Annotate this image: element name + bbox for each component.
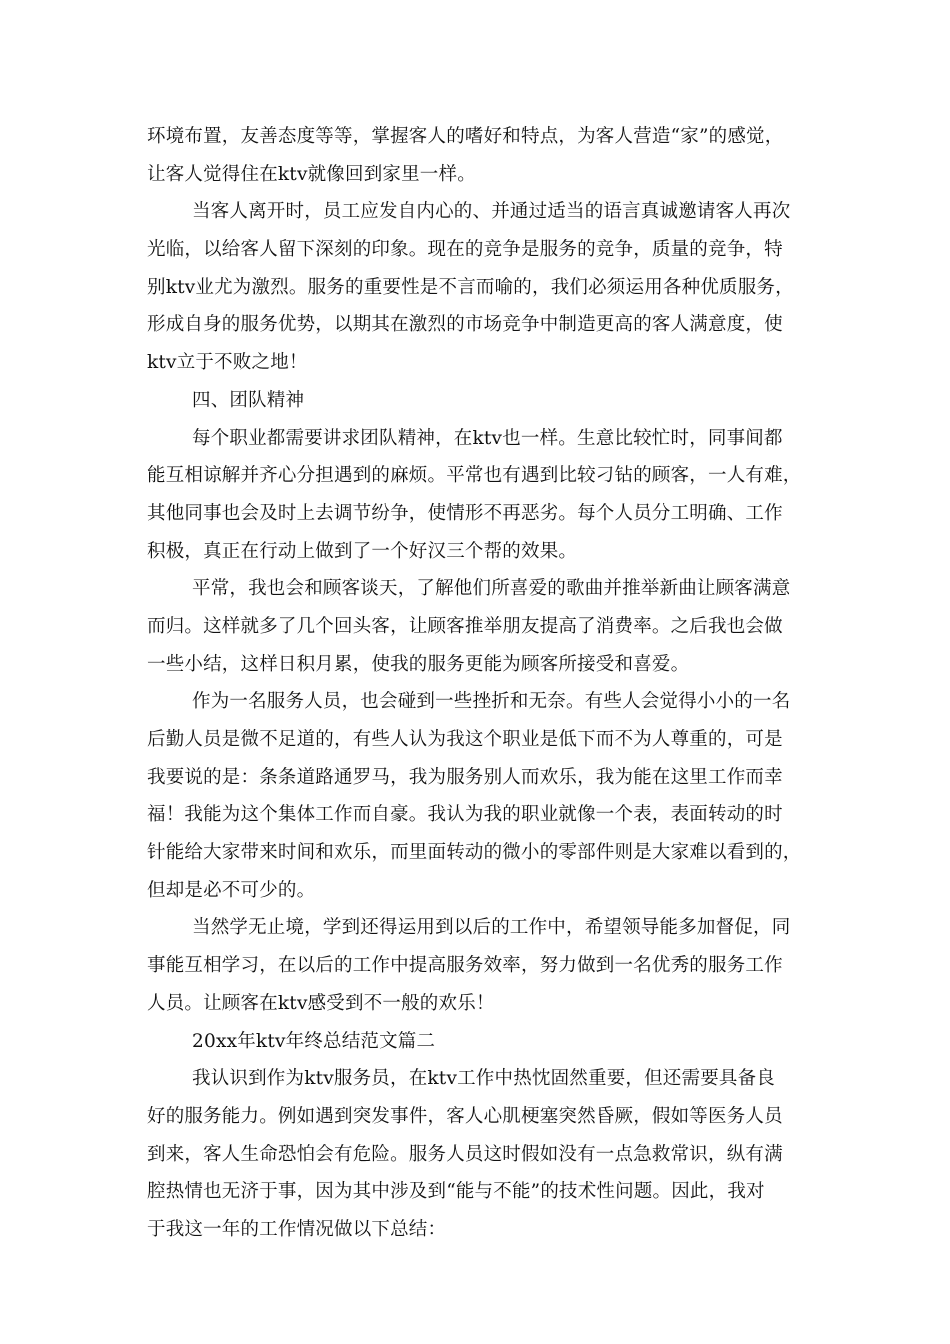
text-line: 当然学无止境，学到还得运用到以后的工作中，希望领导能多加督促，同 — [192, 917, 791, 939]
text-line: 平常，我也会和顾客谈天，了解他们所喜爱的歌曲并推举新曲让顾客满意 — [192, 578, 791, 600]
text-line: 事能互相学习，在以后的工作中提高服务效率，努力做到一名优秀的服务工作 — [147, 955, 783, 977]
text-line: 作为一名服务人员，也会碰到一些挫折和无奈。有些人会觉得小小的一名 — [192, 691, 791, 713]
text-line: 福！我能为这个集体工作而自豪。我认为我的职业就像一个表，表面转动的时 — [147, 804, 783, 826]
text-line: 让客人觉得住在ktv就像回到家里一样。 — [147, 163, 476, 185]
article-title: 20xx年ktv年终总结范文篇二 — [192, 1030, 436, 1052]
section-heading: 四、团队精神 — [192, 389, 305, 411]
text-line: 人员。让顾客在ktv感受到不一般的欢乐！ — [147, 992, 495, 1014]
text-line: 于我这一年的工作情况做以下总结： — [147, 1218, 447, 1240]
text-line: 形成自身的服务优势，以期其在激烈的市场竞争中制造更高的客人满意度，使 — [147, 314, 783, 336]
text-line: 我要说的是：条条道路通罗马，我为服务别人而欢乐，我为能在这里工作而幸 — [147, 766, 783, 788]
text-line: ktv立于不败之地！ — [147, 352, 308, 374]
document-body — [147, 118, 807, 1249]
text-line: 积极，真正在行动上做到了一个好汉三个帮的效果。 — [147, 540, 578, 562]
text-line: 但却是必不可少的。 — [147, 879, 316, 901]
text-line: 其他同事也会及时上去调节纷争，使情形不再恶劣。每个人员分工明确、工作 — [147, 502, 783, 524]
text-line: 别ktv业尤为激烈。服务的重要性是不言而喻的，我们必须运用各种优质服务， — [147, 276, 794, 298]
text-line: 一些小结，这样日积月累，使我的服务更能为顾客所接受和喜爱。 — [147, 653, 690, 675]
text-line: 当客人离开时，员工应发自内心的、并通过适当的语言真诚邀请客人再次 — [192, 201, 791, 223]
text-line: 能互相谅解并齐心分担遇到的麻烦。平常也有遇到比较刁钻的顾客，一人有难， — [147, 465, 802, 487]
text-line: 我认识到作为ktv服务员，在ktv工作中热忱固然重要，但还需要具备良 — [192, 1068, 775, 1090]
text-line: 而归。这样就多了几个回头客，让顾客推举朋友提高了消费率。之后我也会做 — [147, 615, 783, 637]
text-line: 每个职业都需要讲求团队精神，在ktv也一样。生意比较忙时，同事间都 — [192, 427, 783, 449]
text-line: 到来，客人生命恐怕会有危险。服务人员这时假如没有一点急救常识，纵有满 — [147, 1143, 783, 1165]
text-line: 腔热情也无济于事，因为其中涉及到“能与不能”的技术性问题。因此，我对 — [147, 1181, 765, 1203]
text-line: 好的服务能力。例如遇到突发事件，客人心肌梗塞突然昏厥，假如等医务人员 — [147, 1105, 783, 1127]
text-line: 环境布置，友善态度等等，掌握客人的嗜好和特点，为客人营造“家”的感觉， — [147, 126, 784, 147]
text-line: 针能给大家带来时间和欢乐，而里面转动的微小的零部件则是大家难以看到的， — [147, 842, 802, 864]
text-line: 后勤人员是微不足道的，有些人认为我这个职业是低下而不为人尊重的，可是 — [147, 729, 783, 750]
text-line: 光临，以给客人留下深刻的印象。现在的竞争是服务的竞争，质量的竞争，特 — [147, 239, 783, 261]
